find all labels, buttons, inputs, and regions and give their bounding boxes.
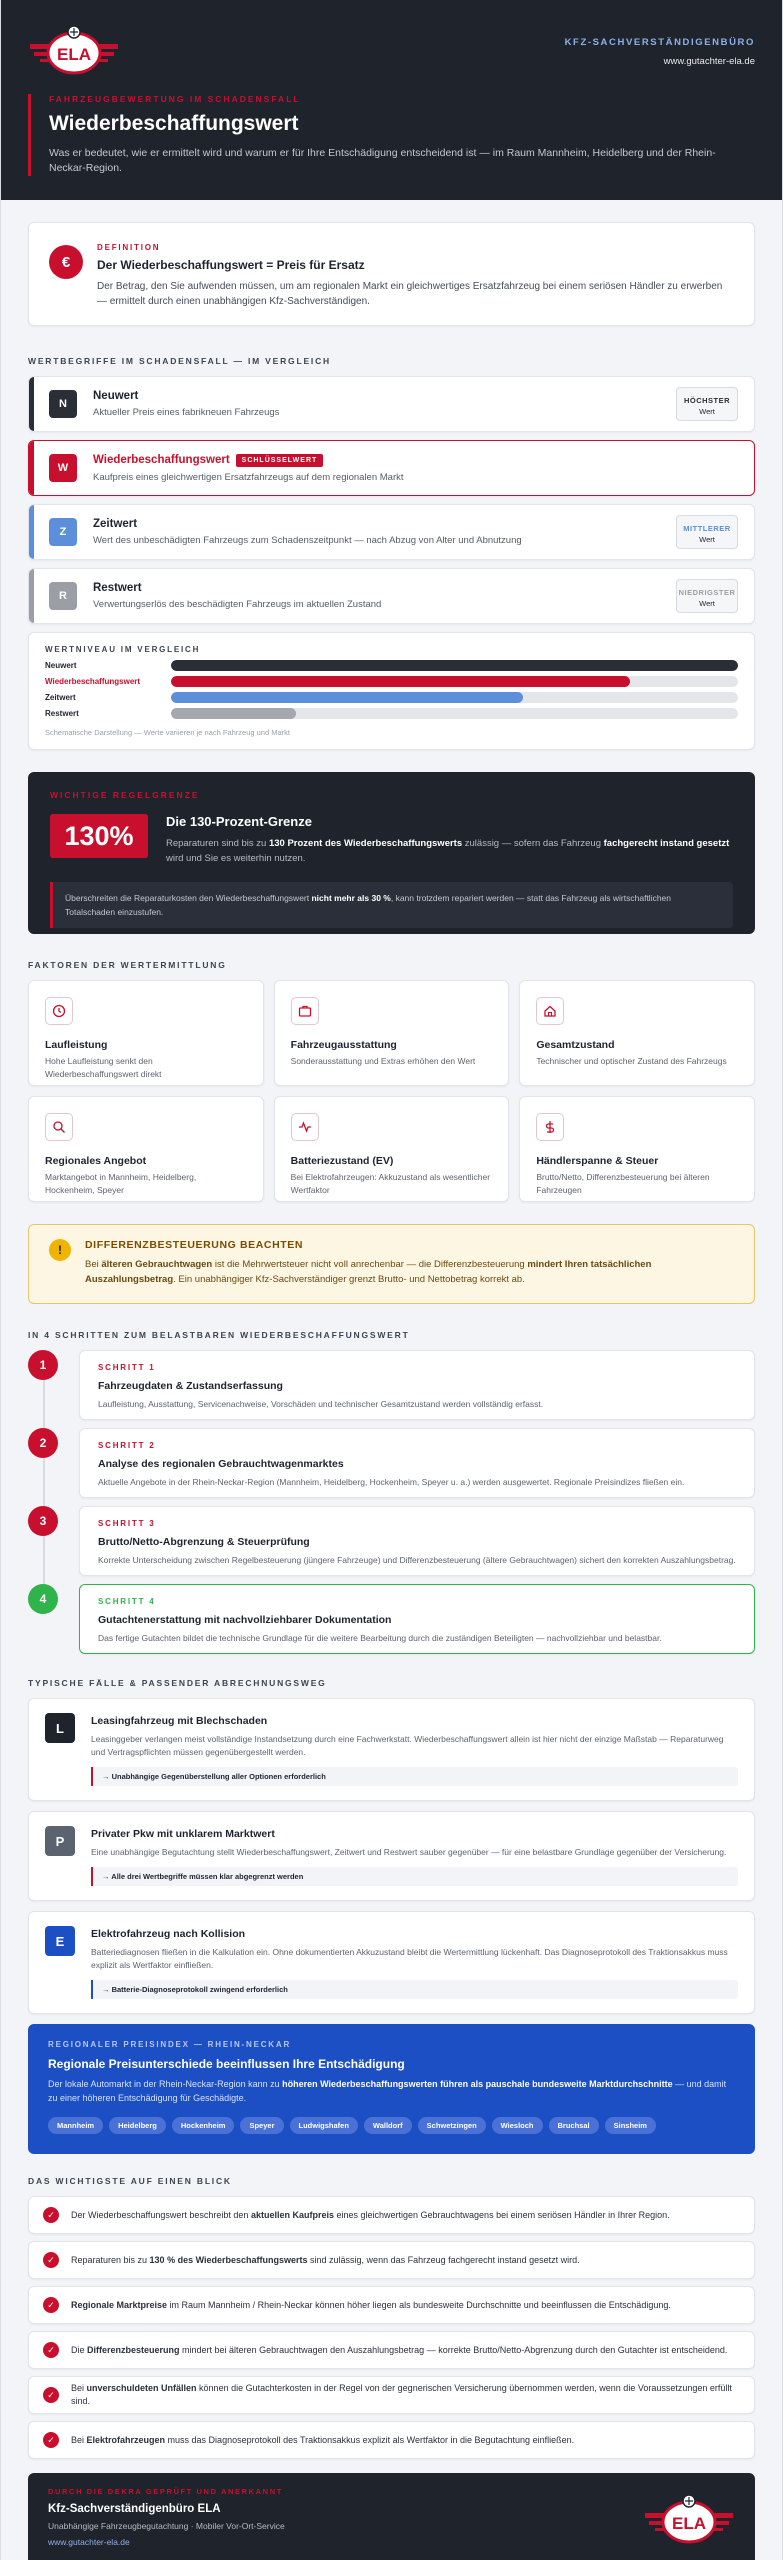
- summary-item: [28, 2196, 755, 2234]
- term-name: [93, 454, 738, 467]
- case-desc: Eine unabhängige Begutachtung stellt Wiederbeschaffungswert, Zeitwert und Restwert sauber gegenüber — für eine belastbare Grundlage gegenüber der Versicherung.: [91, 1847, 727, 1857]
- term-desc: Verwertungserlös des beschädigten Fahrzeugs im aktuellen Zustand: [93, 599, 382, 610]
- step-item: [28, 1428, 755, 1498]
- city-tag[interactable]: Hockenheim: [172, 2117, 235, 2134]
- chart-bar: [171, 660, 738, 671]
- definition-card: [28, 222, 755, 326]
- step-list: [28, 1350, 755, 1654]
- step-number: 4: [28, 1584, 58, 1614]
- term-name-text: Wiederbeschaffungswert: [93, 454, 230, 466]
- summary-title: DAS WICHTIGSTE AUF EINEN BLICK: [28, 2176, 232, 2186]
- term-card-wiederbeschaffungswert: [28, 440, 755, 496]
- factor-grid: [28, 980, 755, 1202]
- hero-kicker: FAHRZEUGBEWERTUNG IM SCHADENSFALL: [49, 94, 301, 104]
- clock-icon: [45, 997, 73, 1025]
- hero-header: [1, 0, 782, 200]
- chart-row: [45, 676, 738, 687]
- factor-name: Gesamtzustand: [536, 1039, 615, 1051]
- factor-desc: Brutto/Netto, Differenzbesteuerung bei älteren Fahrzeugen: [536, 1172, 710, 1195]
- difference-title: DIFFERENZBESTEUERUNG BEACHTEN: [85, 1239, 304, 1251]
- factor-desc: Technischer und optischer Zustand des Fahrzeugs: [536, 1056, 727, 1066]
- case-name: Elektrofahrzeug nach Kollision: [91, 1928, 246, 1940]
- case-card: [28, 1911, 755, 2014]
- case-name: Leasingfahrzeug mit Blechschaden: [91, 1715, 268, 1727]
- step-label: SCHRITT 3: [98, 1519, 156, 1528]
- difference-text: Bei älteren Gebrauchtwagen ist die Mehrwertsteuer nicht voll anrechenbar — die Differenzbesteuerung mindert Ihren tatsächlichen Auszahlungsbetrag. Ein unabhängiger Kfz-Sachverständiger grenzt Brutto- und Nettobetrag korrekt ab.: [85, 1259, 652, 1285]
- term-accent: [29, 505, 34, 559]
- step-label: SCHRITT 1: [98, 1363, 156, 1372]
- chart-note: Schematische Darstellung — Werte variieren je nach Fahrzeug und Markt: [45, 728, 290, 737]
- term-name: [93, 390, 676, 402]
- step-desc: Korrekte Unterscheidung zwischen Regelbesteuerung (jüngere Fahrzeuge) und Differenzbesteuerung (ältere Gebrauchtwagen) sichert den korrekten Auszahlungsbetrag.: [98, 1555, 736, 1565]
- regional-text: Der lokale Automarkt in der Rhein-Neckar-Region kann zu höheren Wiederbeschaffungswerten führen als pauschale bundesweite Marktdurchschnitte — und damit zu einer höheren Entschädigung für Geschädigte.: [48, 2079, 727, 2103]
- chart-bar: [171, 692, 523, 703]
- rule-warning: Überschreiten die Reparaturkosten den Wiederbeschaffungswert nicht mehr als 30 %, kann trotzdem repariert werden — statt das Fahrzeug als wirtschaftlichen Totalschaden einzustufen.: [50, 882, 733, 928]
- level-chart: [28, 632, 755, 750]
- term-letter-icon: N: [49, 390, 77, 418]
- case-letter-icon: P: [45, 1826, 75, 1856]
- factor-desc: Sonderausstattung und Extras erhöhen den Wert: [290, 1056, 476, 1066]
- warning-icon: !: [49, 1239, 71, 1261]
- summary-list: [28, 2196, 755, 2459]
- city-tag[interactable]: Ludwigshafen: [290, 2117, 358, 2134]
- step-desc: Laufleistung, Ausstattung, Servicenachweise, Vorschäden und technischer Gesamtzustand werden vollständig erfasst.: [98, 1399, 544, 1409]
- summary-item: [28, 2331, 755, 2369]
- chart-label: Restwert: [45, 709, 79, 718]
- factor-desc: Marktangebot in Mannheim, Heidelberg, Hockenheim, Speyer: [45, 1172, 197, 1195]
- term-list: [28, 376, 755, 624]
- step-name: Fahrzeugdaten & Zustandserfassung: [98, 1380, 283, 1392]
- badge-top: MITTLERER: [683, 524, 731, 533]
- step-item: [28, 1506, 755, 1576]
- badge-bottom: Wert: [699, 535, 715, 544]
- comparison-title: WERTBEGRIFFE IM SCHADENSFALL — IM VERGLEICH: [28, 356, 331, 366]
- factor-card: [519, 980, 755, 1086]
- chart-row: [45, 660, 738, 671]
- percent-badge: 130%: [50, 814, 148, 858]
- rule-text: Reparaturen sind bis zu 130 Prozent des Wiederbeschaffungswerts zulässig — sofern das Fahrzeug fachgerecht instand gesetzt wird und Sie es weiterhin nutzen.: [166, 838, 730, 864]
- case-letter-icon: L: [45, 1713, 75, 1743]
- step-label: SCHRITT 2: [98, 1441, 156, 1450]
- chart-label: Neuwert: [45, 661, 77, 670]
- factor-card: [274, 1096, 510, 1202]
- activity-icon: [291, 1113, 319, 1141]
- key-value-chip: SCHLÜSSELWERT: [236, 454, 324, 467]
- regional-kicker: REGIONALER PREISINDEX — RHEIN-NECKAR: [48, 2040, 292, 2049]
- term-badge: [676, 387, 738, 421]
- case-hint: → Unabhängige Gegenüberstellung aller Optionen erforderlich: [91, 1767, 738, 1786]
- term-letter-icon: W: [49, 454, 77, 482]
- chart-label: Zeitwert: [45, 693, 76, 702]
- briefcase-icon: [291, 997, 319, 1025]
- step-desc: Das fertige Gutachten bildet die technische Grundlage für die weitere Bearbeitung durch die zuständigen Beteiligten — nachvollziehbar und belastbar.: [98, 1633, 662, 1643]
- footer-logo[interactable]: [643, 2491, 735, 2551]
- difference-card: [28, 1224, 755, 1304]
- logo-text: ELA: [57, 45, 91, 64]
- summary-text: Der Wiederbeschaffungswert beschreibt den aktuellen Kaufpreis eines gleichwertigen Gebrauchtwagens bei einem seriösen Händler in Ihrer Region.: [71, 2209, 670, 2220]
- chart-row: [45, 692, 738, 703]
- term-badge: [676, 579, 738, 613]
- summary-text: Bei Elektrofahrzeugen muss das Diagnoseprotokoll des Traktionsakkus explizit als Wertfaktor in die Begutachtung einfließen.: [71, 2434, 575, 2445]
- case-list: [28, 1698, 755, 2014]
- summary-text: Die Differenzbesteuerung mindert bei älteren Gebrauchtwagen den Auszahlungsbetrag — korrekte Brutto/Netto-Abgrenzung durch den Gutachter ist entscheidend.: [71, 2344, 728, 2355]
- check-icon: ✓: [43, 2342, 59, 2358]
- term-card-restwert: [28, 568, 755, 624]
- definition-label: DEFINITION: [97, 243, 161, 252]
- case-desc: Batteriediagnosen fließen in die Kalkulation ein. Ohne dokumentierten Akkuzustand bleibt die Wertermittlung lückenhaft. Das Diagnoseprotokoll des Traktionsakkus muss explizit als Wertfaktor einfließen.: [91, 1947, 728, 1970]
- definition-title: Der Wiederbeschaffungswert = Preis für Ersatz: [97, 258, 365, 272]
- step-card: [79, 1350, 755, 1420]
- case-name: Privater Pkw mit unklarem Marktwert: [91, 1828, 275, 1840]
- chart-row: [45, 708, 738, 719]
- chart-label: Wiederbeschaffungswert: [45, 677, 141, 686]
- step-desc: Aktuelle Angebote in der Rhein-Neckar-Region (Mannheim, Heidelberg, Hockenheim, Speyer u. a.) werden ausgewertet. Regionale Preisindizes fließen ein.: [98, 1477, 685, 1487]
- steps-title: IN 4 SCHRITTEN ZUM BELASTBAREN WIEDERBESCHAFFUNGSWERT: [28, 1330, 410, 1340]
- summary-item: [28, 2241, 755, 2279]
- footer-kicker: DURCH DIE DEKRA GEPRÜFT UND ANERKANNT: [48, 2487, 283, 2496]
- chart-track: [171, 676, 738, 687]
- case-letter-icon: E: [45, 1926, 75, 1956]
- check-icon: ✓: [43, 2387, 59, 2403]
- step-card: [79, 1506, 755, 1576]
- rule-card: [28, 772, 755, 934]
- factor-desc: Bei Elektrofahrzeugen: Akkuzustand als wesentlicher Wertfaktor: [290, 1172, 491, 1195]
- city-tag[interactable]: Mannheim: [48, 2117, 103, 2134]
- chart-track: [171, 708, 738, 719]
- term-badge: [676, 515, 738, 549]
- badge-top: HÖCHSTER: [683, 396, 731, 405]
- term-card-neuwert: [28, 376, 755, 432]
- city-tag[interactable]: Speyer: [240, 2117, 283, 2134]
- factor-name: Händlerspanne & Steuer: [536, 1155, 659, 1167]
- term-letter-icon: R: [49, 582, 77, 610]
- regional-card: [28, 2024, 755, 2154]
- case-hint: → Alle drei Wertbegriffe müssen klar abgegrenzt werden: [91, 1867, 738, 1886]
- factor-card: [28, 1096, 264, 1202]
- regional-title: Regionale Preisunterschiede beeinflussen Ihre Entschädigung: [48, 2057, 405, 2071]
- term-letter-icon: Z: [49, 518, 77, 546]
- check-icon: ✓: [43, 2252, 59, 2268]
- dollar-icon: [536, 1113, 564, 1141]
- factor-card: [274, 980, 510, 1086]
- factors-title: FAKTOREN DER WERTERMITTLUNG: [28, 960, 227, 970]
- badge-bottom: Wert: [699, 599, 715, 608]
- city-tag[interactable]: Schwetzingen: [418, 2117, 486, 2134]
- summary-text: Regionale Marktpreise im Raum Mannheim / Rhein-Neckar können höher liegen als bundesweite Durchschnitte und beeinflussen die Entschädigung.: [71, 2299, 671, 2310]
- case-desc: Leasinggeber verlangen meist vollständige Instandsetzung durch eine Fachwerkstatt. Wiederbeschaffungswert allein ist hier nicht der einzige Maßstab — Reparaturweg und Vertragspflichten müssen gegenübergestellt werden.: [91, 1734, 724, 1757]
- home-icon: [536, 997, 564, 1025]
- factor-name: Fahrzeugausstattung: [290, 1039, 397, 1051]
- footer: [28, 2473, 755, 2560]
- ela-logo[interactable]: [28, 22, 120, 78]
- city-tag[interactable]: Wiesloch: [492, 2117, 543, 2134]
- case-card: [28, 1698, 755, 1801]
- summary-item: [28, 2286, 755, 2324]
- city-tags: [48, 2117, 735, 2134]
- city-tag[interactable]: Heidelberg: [109, 2117, 166, 2134]
- summary-item: [28, 2421, 755, 2459]
- summary-text: Reparaturen bis zu 130 % des Wiederbeschaffungswerts sind zulässig, wenn das Fahrzeug fachgerecht instand gesetzt wird.: [71, 2254, 580, 2265]
- term-desc: Kaufpreis eines gleichwertigen Ersatzfahrzeugs auf dem regionalen Markt: [93, 471, 404, 483]
- step-name: Analyse des regionalen Gebrauchtwagenmarktes: [98, 1458, 344, 1470]
- term-name-text: Restwert: [93, 582, 142, 594]
- chart-title: WERTNIVEAU IM VERGLEICH: [45, 645, 201, 654]
- city-tag[interactable]: Walldorf: [364, 2117, 412, 2134]
- term-card-zeitwert: [28, 504, 755, 560]
- step-number: 3: [28, 1506, 58, 1536]
- case-card: [28, 1811, 755, 1901]
- check-icon: ✓: [43, 2432, 59, 2448]
- step-card: [79, 1428, 755, 1498]
- term-name-text: Neuwert: [93, 390, 139, 402]
- factor-name: Regionales Angebot: [45, 1155, 147, 1167]
- case-hint: → Batterie-Diagnoseprotokoll zwingend erforderlich: [91, 1980, 738, 1999]
- cases-title: TYPISCHE FÄLLE & PASSENDER ABRECHNUNGSWEG: [28, 1678, 327, 1688]
- summary-item: [28, 2376, 755, 2414]
- factor-name: Laufleistung: [45, 1039, 108, 1051]
- city-tag[interactable]: Bruchsal: [549, 2117, 599, 2134]
- step-name: Brutto/Netto-Abgrenzung & Steuerprüfung: [98, 1536, 310, 1548]
- hero-intro: Was er bedeutet, wie er ermittelt wird und warum er für Ihre Entschädigung entscheidend ist — im Raum Mannheim, Heidelberg und der Rhein-Neckar-Region.: [49, 147, 716, 174]
- page-title: Wiederbeschaffungswert: [49, 112, 299, 135]
- check-icon: ✓: [43, 2297, 59, 2313]
- term-desc: Aktueller Preis eines fabrikneuen Fahrzeugs: [93, 407, 280, 418]
- footer-sub: Unabhängige Fahrzeugbegutachtung · Mobiler Vor-Ort-Service: [48, 2521, 285, 2531]
- search-icon: [45, 1113, 73, 1141]
- chart-bar: [171, 708, 296, 719]
- rule-title: Die 130-Prozent-Grenze: [166, 814, 312, 829]
- rule-kicker: WICHTIGE REGELGRENZE: [50, 790, 200, 800]
- term-name: [93, 518, 676, 530]
- footer-url[interactable]: www.gutachter-ela.de: [48, 2537, 130, 2547]
- check-icon: ✓: [43, 2207, 59, 2223]
- step-item: [28, 1350, 755, 1420]
- step-label: SCHRITT 4: [98, 1597, 156, 1606]
- term-name-text: Zeitwert: [93, 518, 138, 530]
- term-accent: [29, 377, 34, 431]
- factor-card: [519, 1096, 755, 1202]
- step-card: [79, 1584, 755, 1654]
- chart-track: [171, 660, 738, 671]
- city-tag[interactable]: Sinsheim: [605, 2117, 656, 2134]
- factor-card: [28, 980, 264, 1086]
- summary-text: Bei unverschuldeten Unfällen können die Gutachterkosten in der Regel von der gegnerischen Versicherung übernommen werden, wenn die Voraussetzungen erfüllt sind.: [71, 2383, 732, 2406]
- term-accent: [29, 569, 34, 623]
- website-link[interactable]: www.gutachter-ela.de: [663, 56, 755, 67]
- definition-text: Der Betrag, den Sie aufwenden müssen, um am regionalen Markt ein gleichwertiges Ersatzfahrzeug bei einem seriösen Händler zu erwerben — ermittelt durch einen unabhängigen Kfz-Sachverständigen.: [97, 281, 723, 307]
- footer-logo-text: ELA: [672, 2514, 706, 2533]
- badge-top: NIEDRIGSTER: [678, 588, 736, 597]
- step-name: Gutachtenerstattung mit nachvollziehbarer Dokumentation: [98, 1614, 392, 1626]
- brand-label: KFZ-SACHVERSTÄNDIGENBÜRO: [564, 37, 755, 48]
- euro-icon: €: [49, 245, 83, 279]
- factor-desc: Hohe Laufleistung senkt den Wiederbeschaffungswert direkt: [45, 1056, 162, 1079]
- step-item: [28, 1584, 755, 1654]
- chart-track: [171, 692, 738, 703]
- term-accent: [29, 441, 34, 495]
- chart-bar: [171, 676, 630, 687]
- badge-bottom: Wert: [699, 407, 715, 416]
- footer-name: Kfz-Sachverständigenbüro ELA: [48, 2503, 221, 2515]
- factor-name: Batteriezustand (EV): [290, 1155, 394, 1167]
- term-name: [93, 582, 676, 594]
- step-number: 1: [28, 1350, 58, 1380]
- step-number: 2: [28, 1428, 58, 1458]
- term-desc: Wert des unbeschädigten Fahrzeugs zum Schadenszeitpunkt — nach Abzug von Alter und Abnutzung: [93, 535, 522, 546]
